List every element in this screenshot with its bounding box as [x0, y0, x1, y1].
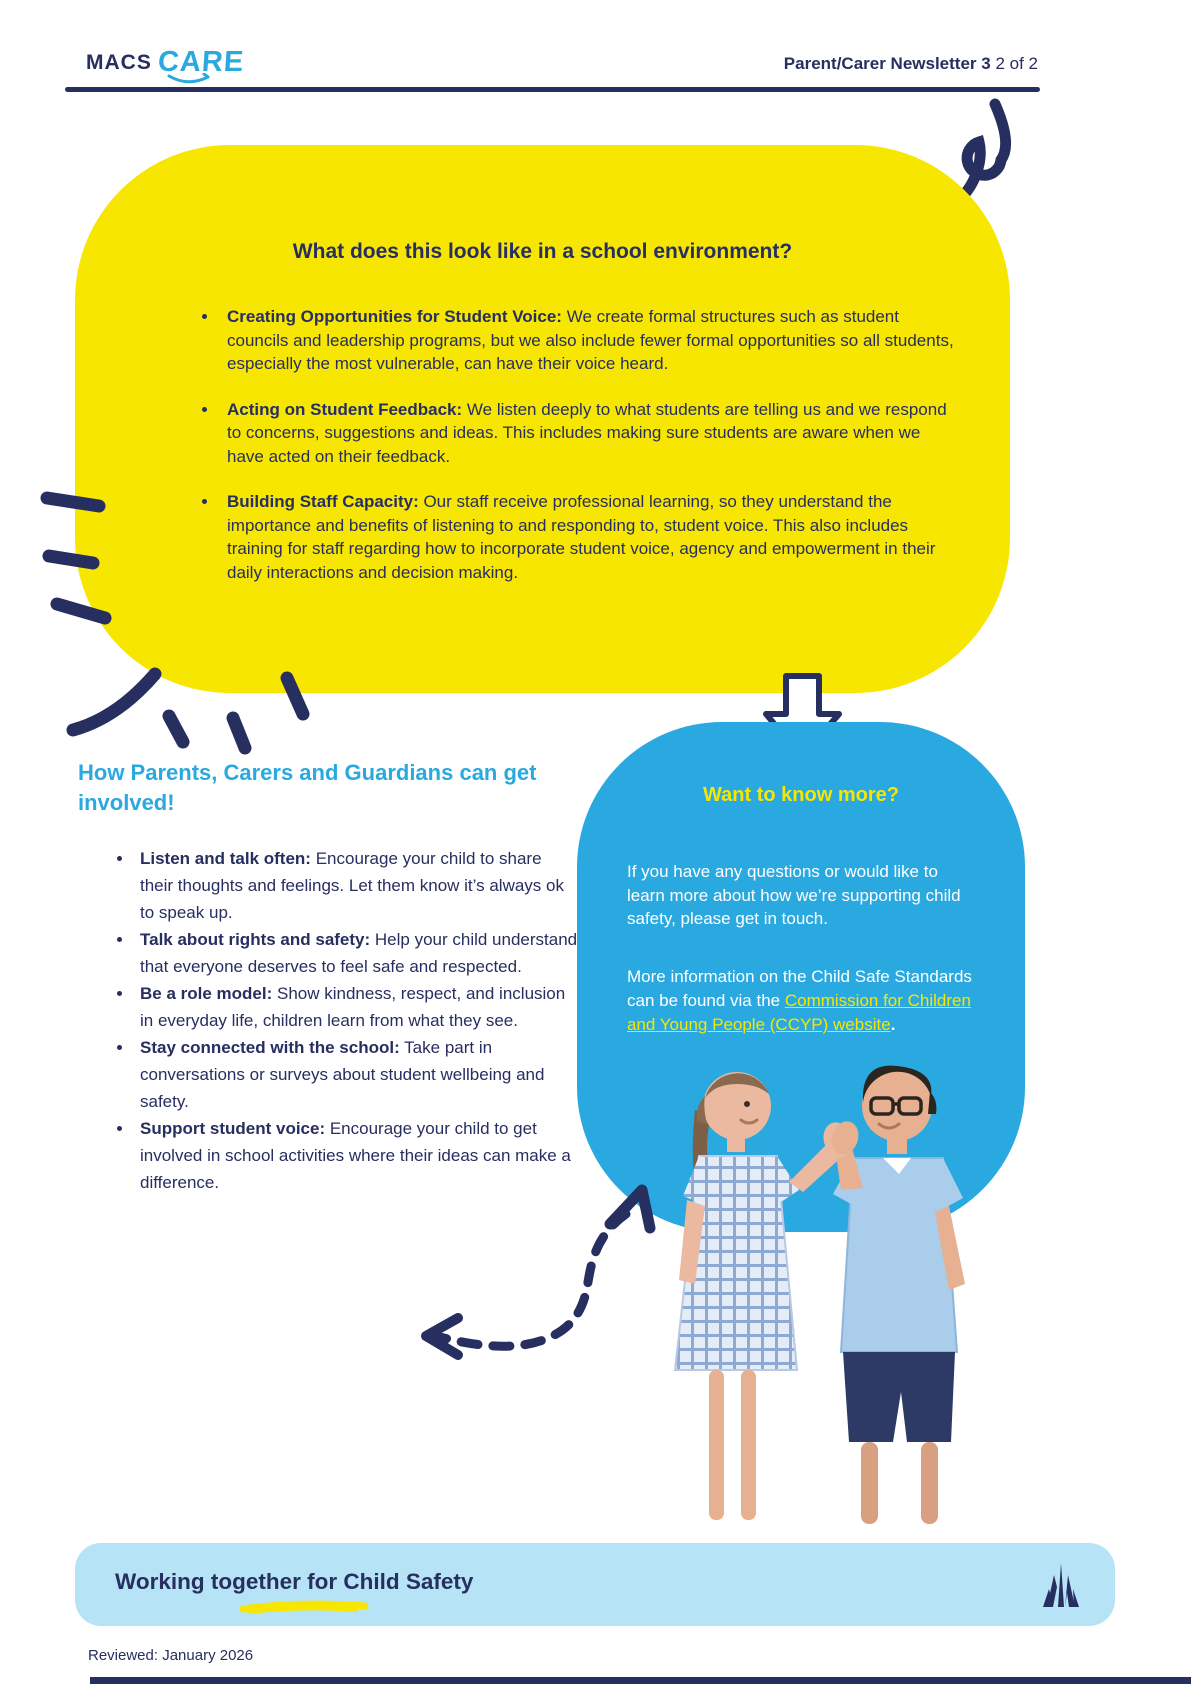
know-more-paragraph-2: More information on the Child Safe Standards can be found via the Commission for Children and Young People (CCYP) website.: [627, 967, 972, 1034]
dashed-arrow-icon: [400, 1170, 670, 1365]
list-item: • Listen and talk often: Encourage your child to share their thoughts and feelings. Let them know it’s always ok to speak up.: [134, 845, 579, 926]
children-photo: [635, 1040, 1000, 1540]
list-item: • Be a role model: Show kindness, respect, and inclusion in everyday life, children learn from what they see.: [134, 980, 579, 1034]
get-involved-list: [100, 845, 579, 1196]
logo-macs-text: MACS: [86, 50, 152, 74]
list-item: • Acting on Student Feedback: We listen deeply to what students are telling us and we respond to concerns, suggestions and ideas. This includes making sure students are aware when we have acted on their feedback.: [219, 398, 959, 469]
logo-care-text: CARE: [156, 46, 246, 78]
newsletter-title: Parent/Carer Newsletter 3: [783, 54, 991, 73]
list-item: • Building Staff Capacity: Our staff receive professional learning, so they understand the importance and benefits of listening to and responding to, student voice. This also includes training for staff regarding how to incorporate student voice, agency and empowerment in their daily interactions and decision making.: [219, 490, 959, 584]
know-more-paragraph-1: If you have any questions or would like to learn more about how we’re supporting child safety, please get in touch.: [627, 862, 961, 928]
yellow-underline-icon: [238, 1600, 370, 1614]
radial-dashes-icon: [35, 478, 335, 758]
list-item: • Support student voice: Encourage your child to get involved in school activities where their ideas can make a difference.: [134, 1115, 579, 1196]
section-heading-school-environment: What does this look like in a school environment?: [292, 240, 793, 263]
bottom-rule: [90, 1677, 1191, 1684]
macs-care-logo: [86, 46, 244, 79]
footer-banner: [75, 1543, 1115, 1626]
header-divider: [65, 87, 1040, 92]
list-item: • Creating Opportunities for Student Voice: We create formal structures such as student councils and leadership programs, but we also include fewer formal opportunities so all students, especially the most vulnerable, can have their voice heard.: [219, 305, 959, 376]
list-item: • Stay connected with the school: Take part in conversations or surveys about student wellbeing and safety.: [134, 1034, 579, 1115]
section-heading-know-more: Want to know more?: [703, 784, 899, 806]
smile-swoosh-icon: [166, 73, 214, 87]
macs-emblem-icon: [1043, 1563, 1079, 1607]
section-heading-get-involved: How Parents, Carers and Guardians can get involved!: [78, 760, 537, 815]
list-item: • Talk about rights and safety: Help your child understand that everyone deserves to feel safe and respected.: [134, 926, 579, 980]
page-indicator: 2 of 2: [995, 54, 1038, 73]
girl-figure: [675, 1072, 845, 1520]
header-title: [784, 54, 1038, 74]
reviewed-date: Reviewed: January 2026: [88, 1647, 254, 1664]
footer-banner-text: Working together for Child Safety: [115, 1569, 474, 1594]
ccyp-website-link[interactable]: Commission for Children and Young People (CCYP) website: [627, 991, 971, 1034]
